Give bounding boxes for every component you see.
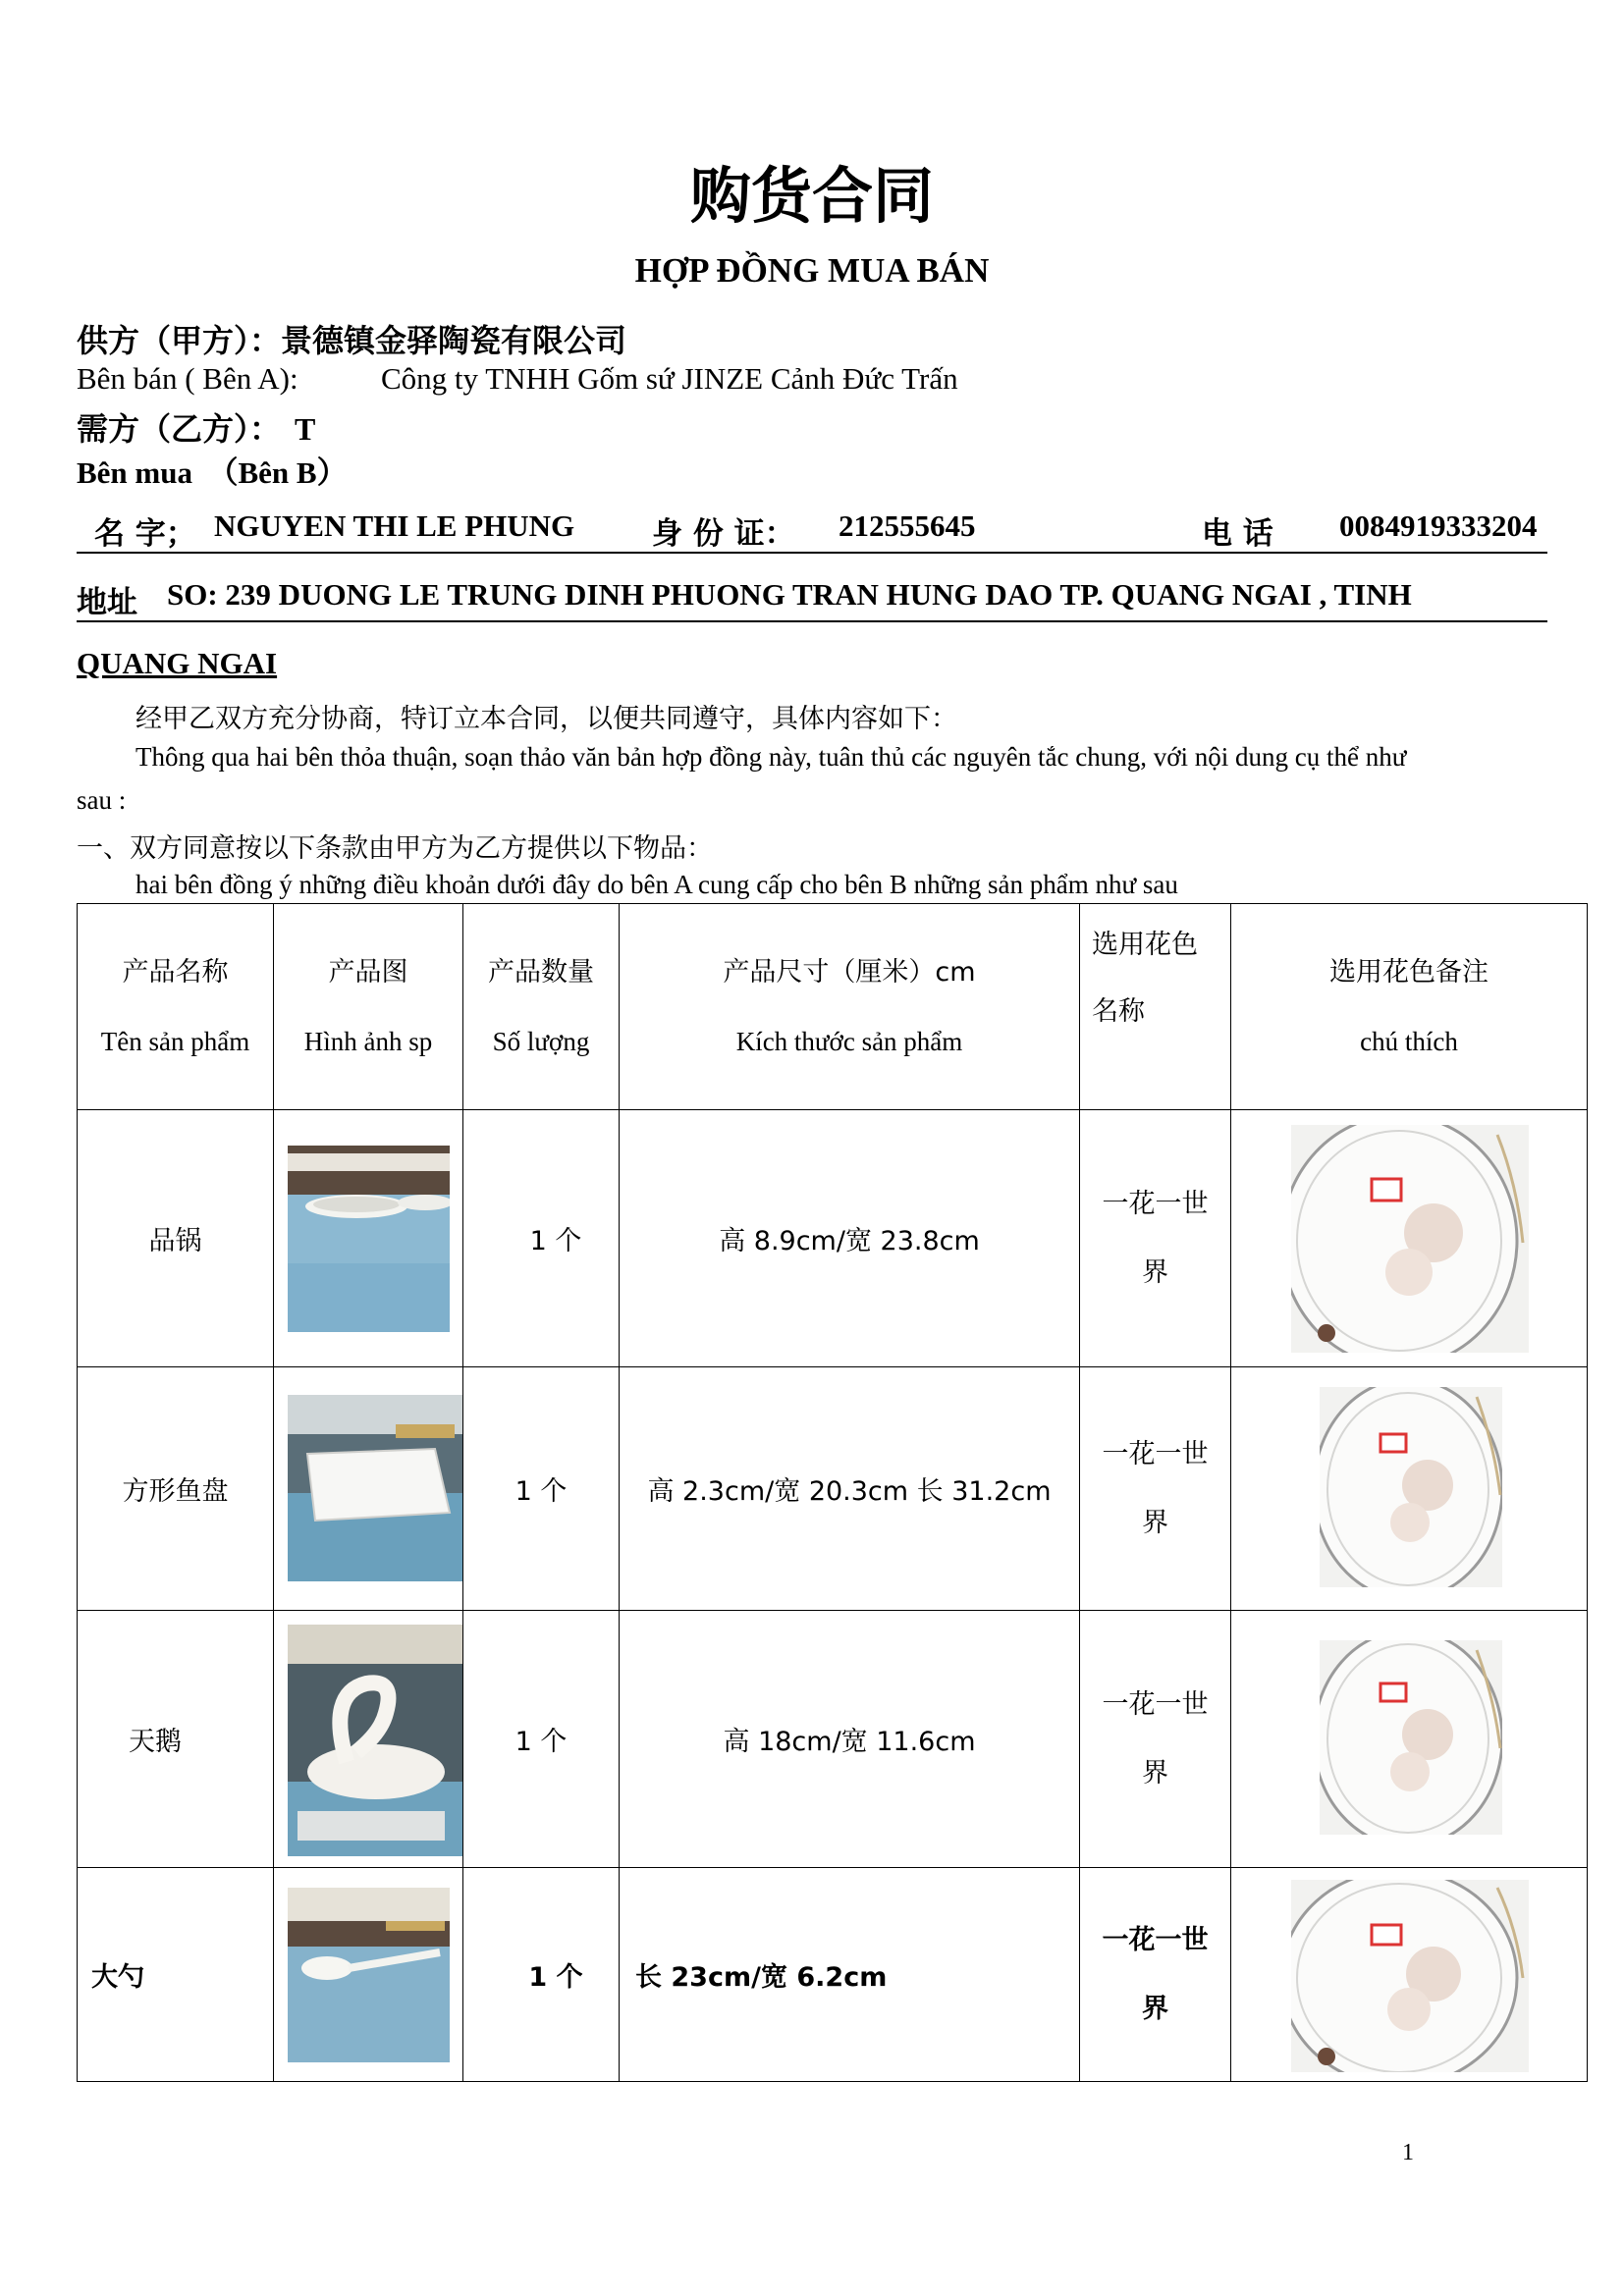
table-row <box>78 1110 1588 1367</box>
buyer-code: T <box>295 411 316 447</box>
product-size: 高 8.9cm/宽 23.8cm <box>620 1110 1080 1367</box>
buyer-address-line1 <box>77 577 1547 622</box>
product-name: 天鹅 <box>78 1611 274 1868</box>
buyer-line-cn <box>77 404 315 450</box>
header-quantity: 产品数量 Số lượng <box>463 904 620 1110</box>
goods-table <box>77 903 1588 2082</box>
intro-cn: 经甲乙双方充分协商，特订立本合同，以便共同遵守，具体内容如下： <box>135 704 957 734</box>
square-plate-photo <box>288 1395 462 1581</box>
supplier-name-vn: Công ty TNHH Gốm sứ JINZE Cảnh Đức Trấn <box>381 361 958 396</box>
product-name: 品锅 <box>78 1110 274 1367</box>
supplier-line-cn <box>77 316 626 361</box>
buyer-address: SO: 239 DUONG LE TRUNG DINH PHUONG TRAN HUNG DAO TP. QUANG NGAI , TINH <box>167 577 1412 612</box>
plate-pattern-photo <box>1291 1880 1529 2072</box>
header-pattern-name: 选用花色 名称 <box>1080 904 1231 1110</box>
plate-pattern-photo <box>1320 1640 1502 1835</box>
product-size: 高 18cm/宽 11.6cm <box>620 1611 1080 1868</box>
header-pattern-note: 选用花色备注 chú thích <box>1231 904 1588 1110</box>
buyer-name: NGUYEN THI LE PHUNG <box>214 508 575 543</box>
swan-bowl-photo <box>288 1625 462 1856</box>
supplier-line-vn <box>77 361 1157 397</box>
pattern-name: 一花一世 界 <box>1080 1611 1231 1868</box>
product-image <box>274 1868 463 2082</box>
product-quantity: 1 个 <box>463 1110 620 1367</box>
pattern-image <box>1231 1110 1588 1367</box>
table-row <box>78 1868 1588 2082</box>
header-product-name: 产品名称 Tên sản phẩm <box>78 904 274 1110</box>
pattern-name: 一花一世 界 <box>1080 1110 1231 1367</box>
buyer-id: 212555645 <box>839 508 976 543</box>
buyer-id-label: 身 份 证： <box>652 516 795 552</box>
clause1-cn: 一、双方同意按以下条款由甲方为乙方提供以下物品： <box>77 833 713 864</box>
buyer-info-row <box>77 508 1547 554</box>
product-image <box>274 1110 463 1367</box>
product-name: 方形鱼盘 <box>78 1367 274 1611</box>
pattern-image <box>1231 1611 1588 1868</box>
title-chinese: 购货合同 <box>689 160 934 232</box>
supplier-label-vn: Bên bán ( Bên A): <box>77 361 298 396</box>
buyer-name-label: 名 字； <box>94 516 196 552</box>
plate-pattern-photo <box>1291 1125 1529 1353</box>
product-quantity: 1 个 <box>463 1868 620 2082</box>
supplier-name-cn: 景德镇金驿陶瓷有限公司 <box>281 322 627 359</box>
pattern-image <box>1231 1367 1588 1611</box>
intro-vn-line2: sau : <box>77 785 127 815</box>
product-name: 大勺 <box>78 1868 274 2082</box>
table-header-row <box>78 904 1588 1110</box>
supplier-label-cn: 供方（甲方）： <box>77 322 282 359</box>
product-image <box>274 1367 463 1611</box>
pattern-image <box>1231 1868 1588 2082</box>
title-vietnamese: HỢP ĐỒNG MUA BÁN <box>634 251 990 290</box>
pattern-name: 一花一世 界 <box>1080 1367 1231 1611</box>
header-size: 产品尺寸（厘米）cm Kích thước sản phẩm <box>620 904 1080 1110</box>
product-quantity: 1 个 <box>463 1611 620 1868</box>
plate-pattern-photo <box>1320 1387 1502 1587</box>
buyer-phone-label: 电 话 <box>1202 516 1273 552</box>
buyer-address-line2: QUANG NGAI <box>77 646 278 680</box>
product-image <box>274 1611 463 1868</box>
pattern-name: 一花一世 界 <box>1080 1868 1231 2082</box>
header-product-image: 产品图 Hình ảnh sp <box>274 904 463 1110</box>
product-size: 长 23cm/宽 6.2cm <box>620 1868 1080 2082</box>
clause1-vn: hai bên đồng ý những điều khoản dưới đây do bên A cung cấp cho bên B những sản phẩm như sau <box>135 870 1178 899</box>
table-row <box>78 1611 1588 1868</box>
buyer-phone: 0084919333204 <box>1339 508 1538 543</box>
buyer-label-cn: 需方（乙方）： <box>77 410 282 448</box>
page-number: 1 <box>1402 2140 1414 2165</box>
ladle-photo <box>288 1888 450 2062</box>
intro-vn-line1: Thông qua hai bên thỏa thuận, soạn thảo văn bản hợp đồng này, tuân thủ các nguyên tắc chung, với nội dung cụ thể như <box>135 742 1407 772</box>
buyer-address-label: 地址 <box>77 585 137 620</box>
buyer-label-vn: Bên mua （Bên B） <box>77 455 348 490</box>
bowl-photo <box>288 1146 450 1332</box>
table-row <box>78 1367 1588 1611</box>
product-size: 高 2.3cm/宽 20.3cm 长 31.2cm <box>620 1367 1080 1611</box>
product-quantity: 1 个 <box>463 1367 620 1611</box>
